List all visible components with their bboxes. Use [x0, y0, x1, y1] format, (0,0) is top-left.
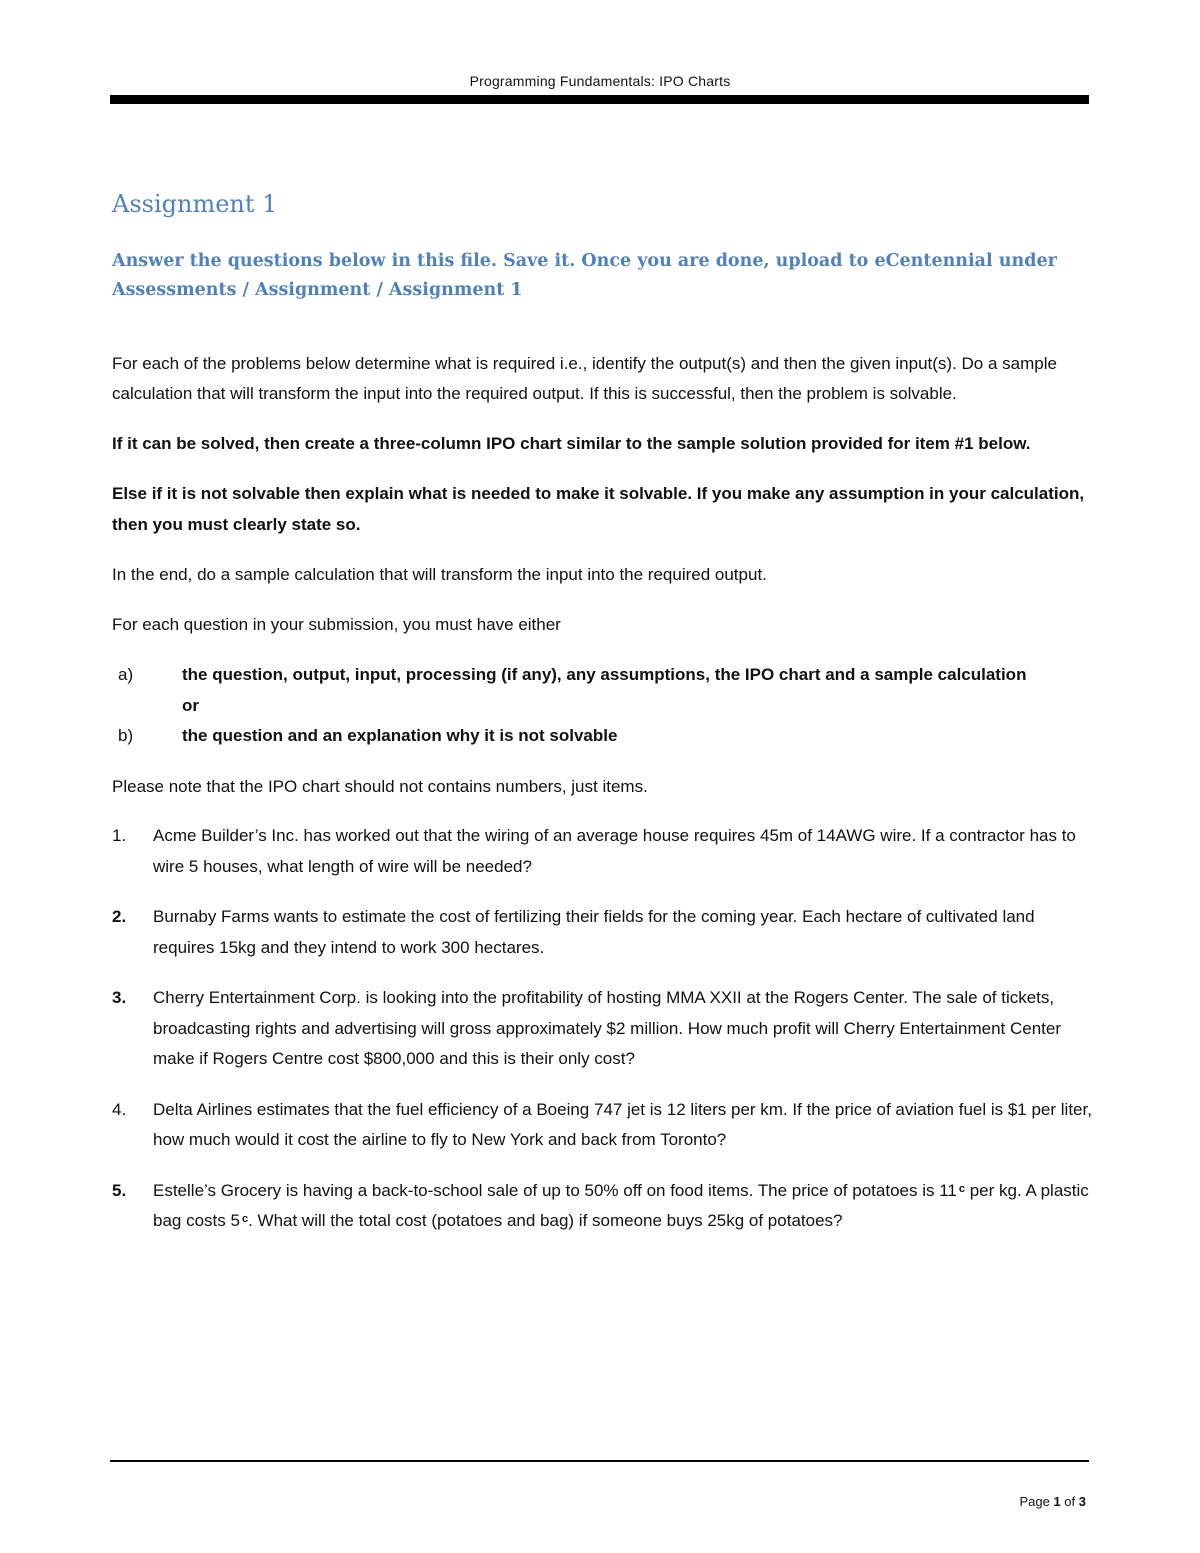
question-item [112, 1176, 1092, 1237]
question-text: Burnaby Farms wants to estimate the cost of fertilizing their fields for the coming year. Each hectare of cultivated land requires 15kg and they intend to work 300 hectares. [153, 907, 1035, 957]
question-text: Cherry Entertainment Corp. is looking into the profitability of hosting MMA XXII at the Rogers Center. The sale of tickets, broadcasting rights and advertising will gross approximately $2 million. How much profit will Cherry Entertainment Center make if Rogers Centre cost $800,000 and this is their only cost? [153, 988, 1061, 1069]
page-title: Assignment 1 [112, 190, 278, 218]
option-text: the question and an explanation why it is not solvable [182, 726, 618, 746]
option-item [112, 660, 1092, 721]
page-footer [1019, 1494, 1086, 1509]
cent-sign: c [241, 1213, 249, 1226]
question-item [112, 902, 1092, 963]
question-number: 5. [112, 1180, 127, 1200]
question-item [112, 1095, 1092, 1156]
for-each-paragraph: For each question in your submission, you must have either [112, 614, 561, 634]
question-number: 3. [112, 988, 127, 1008]
question-item [112, 983, 1092, 1075]
cent-sign: c [958, 1182, 965, 1195]
document-body [112, 190, 1092, 1237]
question-text-part: Estelle’s Grocery is having a back-to-school sale of up to 50% off on food items. The price of potatoes is 11 [153, 1180, 957, 1200]
footer-of-word: of [1064, 1494, 1076, 1509]
question-number: 2. [112, 907, 127, 927]
page-subtitle: Answer the questions below in this file. Save it. Once you are done, upload to eCentennial under Assessments / Assignment / Assignment 1 [112, 250, 1057, 300]
submission-options [112, 660, 1092, 752]
question-text: Acme Builder’s Inc. has worked out that the wiring of an average house requires 45m of 14AWG wire. If a contractor has to wire 5 houses, what length of wire will be needed? [153, 826, 1076, 876]
question-list [112, 821, 1092, 1237]
else-not-solvable-paragraph: Else if it is not solvable then explain what is needed to make it solvable. If you make any assumption in your calculation, then you must clearly state so. [112, 484, 1085, 534]
footer-total-pages: 3 [1078, 1494, 1086, 1509]
footer-current-page: 1 [1053, 1494, 1061, 1509]
header-rule [110, 95, 1089, 104]
option-item [112, 721, 1092, 752]
footer-page-word: Page [1019, 1494, 1050, 1509]
question-text-part: per kg. A plastic bag costs 5 [153, 1180, 1089, 1231]
question-text-part: . What will the total cost (potatoes and bag) if someone buys 25kg of potatoes? [248, 1211, 843, 1231]
question-number: 1. [112, 826, 127, 846]
running-header: Programming Fundamentals: IPO Charts [469, 73, 731, 89]
question-item [112, 821, 1092, 882]
footer-rule [110, 1460, 1089, 1462]
option-marker: a) [118, 665, 134, 685]
question-text: Delta Airlines estimates that the fuel efficiency of a Boeing 747 jet is 12 liters per km. If the price of aviation fuel is $1 per liter, how much would it cost the airline to fly to New York and back from Toronto? [153, 1099, 1092, 1150]
option-text: the question, output, input, processing (if any), any assumptions, the IPO chart and a sample calculation [182, 665, 1027, 685]
if-solvable-paragraph: If it can be solved, then create a three-column IPO chart similar to the sample solution provided for item #1 below. [112, 433, 1031, 453]
option-connector: or [182, 695, 199, 715]
question-number: 4. [112, 1099, 127, 1119]
intro-paragraph: For each of the problems below determine what is required i.e., identify the output(s) and then the given input(s). Do a sample calculation that will transform the input into the required output. If this is successful, then the problem is solvable. [112, 353, 1057, 404]
option-marker: b) [118, 726, 134, 746]
note-paragraph: Please note that the IPO chart should not contains numbers, just items. [112, 776, 648, 796]
in-the-end-paragraph: In the end, do a sample calculation that will transform the input into the required output. [112, 565, 767, 585]
